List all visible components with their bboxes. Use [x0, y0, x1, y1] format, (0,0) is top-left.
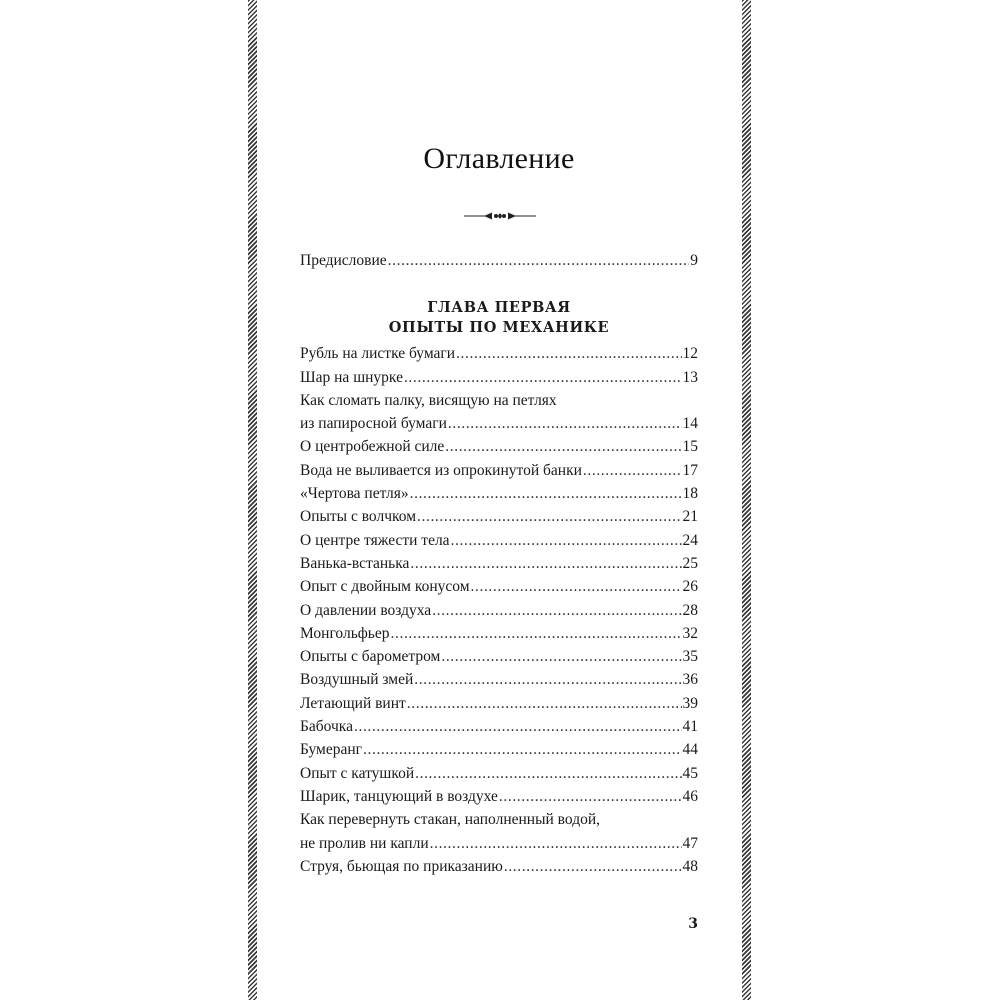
toc-entry-title: «Чертова петля»	[300, 485, 409, 503]
toc-entries	[300, 342, 698, 878]
toc-entry[interactable]	[300, 366, 698, 389]
toc-entry-title: Рубль на листке бумаги	[300, 345, 456, 363]
toc-entry-page: 26	[682, 578, 698, 596]
toc-entry-page: 21	[682, 508, 698, 526]
dot-leader	[445, 435, 681, 458]
toc-entry-row	[300, 738, 698, 761]
chapter-number: ГЛАВА ПЕРВАЯ	[427, 299, 571, 317]
dot-leader	[407, 692, 682, 715]
toc-entry[interactable]	[300, 715, 698, 738]
toc-entry-title: Опыты с барометром	[300, 648, 441, 666]
toc-entry-page: 13	[682, 368, 698, 386]
toc-entry-title: Шарик, танцующий в воздухе	[300, 787, 498, 805]
toc-entry-title: Монгольфьер	[300, 624, 390, 642]
toc-entry-row	[300, 785, 698, 808]
dot-leader	[410, 482, 682, 505]
dot-leader	[417, 505, 681, 528]
toc-entry-page: 48	[682, 857, 698, 875]
toc-entry[interactable]	[300, 668, 698, 691]
toc-entry[interactable]	[300, 482, 698, 505]
dot-leader	[354, 715, 682, 738]
chapter-title: ОПЫТЫ ПО МЕХАНИКЕ	[388, 319, 610, 337]
toc-entry-page: 46	[682, 787, 698, 805]
toc-entry-title: Опыты с волчком	[300, 508, 417, 526]
toc-entry-title: Опыт с двойным конусом	[300, 578, 470, 596]
toc-entry-title: Летающий винт	[300, 694, 406, 712]
toc-entry-title: О центре тяжести тела	[300, 531, 450, 549]
dot-leader	[456, 342, 681, 365]
dot-leader	[441, 645, 681, 668]
toc-entry[interactable]	[300, 435, 698, 458]
dot-leader	[414, 668, 681, 691]
toc-entry-page: 14	[682, 415, 698, 433]
toc-entry-row	[300, 459, 698, 482]
toc-entry-title: Шар на шнурке	[300, 368, 403, 386]
dot-leader	[499, 785, 682, 808]
right-decorative-border	[742, 0, 751, 1000]
toc-entry-row	[300, 622, 698, 645]
toc-entry-page: 24	[682, 531, 698, 549]
toc-entry[interactable]	[300, 692, 698, 715]
toc-entry-title-line1: Как перевернуть стакан, наполненный водой,	[300, 811, 601, 829]
toc-entry-row	[300, 599, 698, 622]
toc-entry-row	[300, 645, 698, 668]
toc-entry-page: 41	[682, 718, 698, 736]
flourish-divider-icon	[462, 210, 538, 222]
toc-entry-page: 28	[682, 601, 698, 619]
dot-leader	[363, 738, 681, 761]
toc-entry-title: Предисловие	[300, 252, 387, 269]
dot-leader	[448, 412, 682, 435]
toc-entry[interactable]	[300, 738, 698, 761]
toc-entry[interactable]	[300, 389, 698, 436]
toc-entry-page: 32	[682, 624, 698, 642]
toc-entry-row	[300, 575, 698, 598]
toc-entry-row	[300, 668, 698, 691]
toc-entry-preface[interactable]	[300, 249, 698, 272]
toc-entry-row	[300, 692, 698, 715]
dot-leader	[404, 366, 682, 389]
toc-entry-title: Ванька-встанька	[300, 554, 410, 572]
toc-entry[interactable]	[300, 342, 698, 365]
toc-entry-page: 9	[690, 252, 698, 269]
toc-entry-title: Вода не выливается из опрокинутой банки	[300, 461, 582, 479]
dot-leader	[388, 249, 690, 272]
dot-leader	[432, 599, 681, 622]
toc-entry[interactable]	[300, 529, 698, 552]
toc-entry-row	[300, 435, 698, 458]
toc-entry-row	[300, 762, 698, 785]
toc-entry-row	[300, 832, 698, 855]
toc-entry[interactable]	[300, 762, 698, 785]
toc-entry-title: Струя, бьющая по приказанию	[300, 857, 503, 875]
toc-entry-page: 44	[682, 741, 698, 759]
toc-entry-page: 12	[682, 345, 698, 363]
toc-entry-title: О давлении воздуха	[300, 601, 432, 619]
toc-entry-row	[300, 482, 698, 505]
toc-entry-page: 39	[682, 694, 698, 712]
toc-entry-row	[300, 366, 698, 389]
toc-entry-page: 36	[682, 671, 698, 689]
toc-entry-title: не пролив ни капли	[300, 834, 429, 852]
toc-entry[interactable]	[300, 785, 698, 808]
toc-entry-row	[300, 529, 698, 552]
toc-entry-row	[300, 342, 698, 365]
dot-leader	[410, 552, 681, 575]
dot-leader	[583, 459, 682, 482]
dot-leader	[415, 762, 681, 785]
toc-entry-row	[300, 412, 698, 435]
toc-entry-title: Воздушный змей	[300, 671, 414, 689]
toc-entry[interactable]	[300, 505, 698, 528]
toc-entry-title: Бумеранг	[300, 741, 363, 759]
toc-entry-page: 17	[682, 461, 698, 479]
toc-entry-row	[300, 715, 698, 738]
toc-entry-row	[300, 552, 698, 575]
dot-leader	[451, 529, 682, 552]
left-decorative-border	[248, 0, 257, 1000]
toc-entry-page: 47	[682, 834, 698, 852]
dot-leader	[430, 832, 682, 855]
toc-entry-row	[300, 855, 698, 878]
toc-entry-page: 35	[682, 648, 698, 666]
toc-entry-title: Бабочка	[300, 718, 353, 736]
table-of-contents	[300, 249, 698, 878]
page-title: Оглавление	[423, 142, 575, 175]
toc-entry[interactable]	[300, 622, 698, 645]
toc-entry[interactable]	[300, 645, 698, 668]
toc-entry-page: 15	[682, 438, 698, 456]
toc-entry-page: 25	[682, 554, 698, 572]
toc-entry-row	[300, 505, 698, 528]
toc-entry-title-line1: Как сломать палку, висящую на петлях	[300, 391, 557, 409]
toc-entry-title: из папиросной бумаги	[300, 415, 447, 433]
toc-entry[interactable]	[300, 599, 698, 622]
toc-entry[interactable]	[300, 552, 698, 575]
toc-entry-title: Опыт с катушкой	[300, 764, 415, 782]
dot-leader	[391, 622, 682, 645]
toc-entry-title: О центробежной силе	[300, 438, 445, 456]
dot-leader	[504, 855, 682, 878]
page-number: 3	[688, 916, 698, 932]
toc-entry[interactable]	[300, 575, 698, 598]
dot-leader	[471, 575, 682, 598]
toc-entry-page: 45	[682, 764, 698, 782]
toc-entry-page: 18	[682, 485, 698, 503]
chapter-heading	[300, 298, 698, 338]
toc-entry[interactable]	[300, 459, 698, 482]
toc-entry[interactable]	[300, 808, 698, 855]
toc-entry[interactable]	[300, 855, 698, 878]
